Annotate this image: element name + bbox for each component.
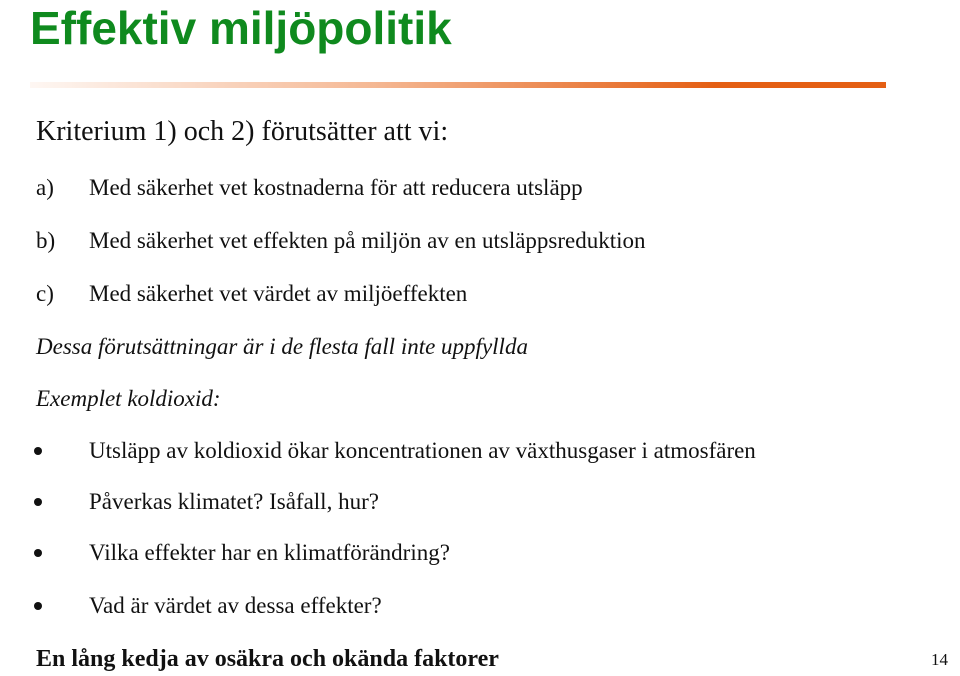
bullet-dot	[34, 447, 42, 455]
criteria-item-c: Med säkerhet vet värdet av miljöeffekten	[89, 281, 468, 306]
slide-title: Effektiv miljöpolitik	[30, 2, 452, 54]
title-underline-rule	[30, 82, 886, 88]
bullet-dot	[34, 602, 42, 610]
criteria-item-a: Med säkerhet vet kostnaderna för att reducera utsläpp	[89, 175, 583, 200]
criteria-item-b: Med säkerhet vet effekten på miljön av en utsläppsreduktion	[89, 228, 646, 253]
bullet-item-climate: Påverkas klimatet? Isåfall, hur?	[89, 489, 379, 514]
example-heading: Exemplet koldioxid:	[36, 386, 221, 411]
criteria-heading: Kriterium 1) och 2) förutsätter att vi:	[36, 116, 449, 147]
bullet-dot	[34, 498, 42, 506]
bullet-item-emissions: Utsläpp av koldioxid ökar koncentrationen av växthusgaser i atmosfären	[89, 438, 756, 463]
bullet-dot	[34, 549, 42, 557]
bullet-item-value: Vad är värdet av dessa effekter?	[89, 593, 382, 618]
criteria-marker-b: b)	[36, 228, 56, 253]
conclusion-text: En lång kedja av osäkra och okända faktorer	[36, 646, 499, 672]
conditions-note: Dessa förutsättningar är i de flesta fall inte uppfyllda	[36, 334, 528, 359]
bullet-item-effects: Vilka effekter har en klimatförändring?	[89, 540, 450, 565]
criteria-marker-a: a)	[36, 175, 54, 200]
criteria-marker-c: c)	[36, 281, 54, 306]
page-number: 14	[931, 650, 948, 669]
